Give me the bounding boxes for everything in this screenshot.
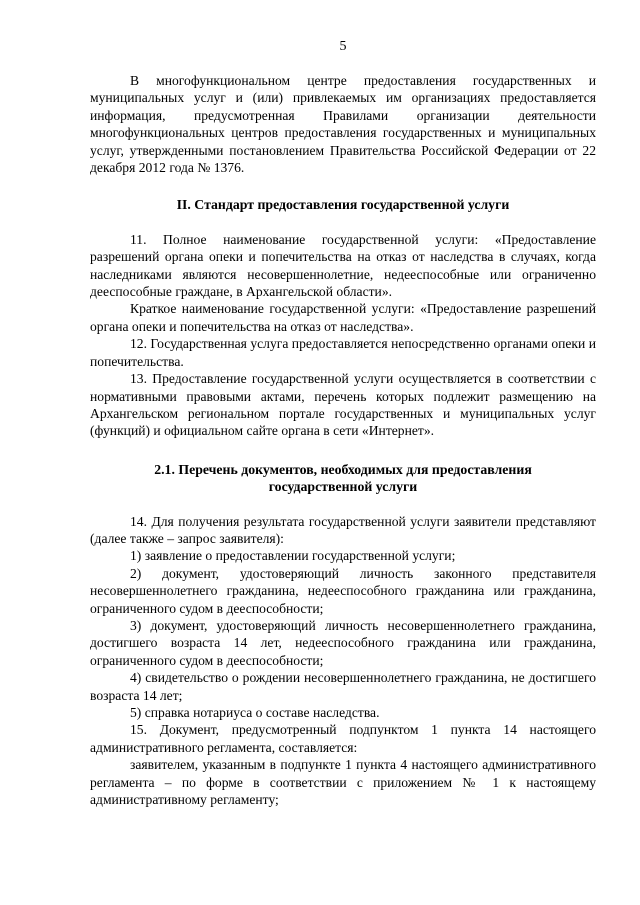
section-2-1-heading-line-1: 2.1. Перечень документов, необходимых для предоставления xyxy=(154,461,532,477)
list-item-3: 3) документ, удостоверяющий личность несовершеннолетнего гражданина, достигшего возраста 14 лет, недееспособного гражданина или гражданина, ограниченного судом в дееспособности; xyxy=(90,617,596,668)
paragraph-15-applicant: заявителем, указанным в подпункте 1 пункта 4 настоящего административного регламента – по форме в соответствии с приложением № 1 к настоящему административному регламенту; xyxy=(90,757,596,808)
section-2-heading: II. Стандарт предоставления государственной услуги xyxy=(176,197,510,213)
section-2-1-heading xyxy=(90,461,596,496)
section-2-body xyxy=(90,231,596,440)
list-item-4: 4) свидетельство о рождении несовершеннолетнего гражданина, не достигшего возраста 14 лет; xyxy=(90,670,596,703)
paragraph-12: 12. Государственная услуга предоставляется непосредственно органами опеки и попечительства. xyxy=(90,336,596,369)
paragraph-short-name: Краткое наименование государственной услуги: «Предоставление разрешений органа опеки и попечительства на отказ от наследства». xyxy=(90,301,596,334)
spacer xyxy=(90,496,596,513)
paragraph-14: 14. Для получения результата государственной услуги заявители представляют (далее также – запрос заявителя): xyxy=(90,513,596,546)
paragraph-13: 13. Предоставление государственной услуги осуществляется в соответствии с нормативными правовыми актами, перечень которых подлежит размещению на Архангельском региональном портале государственных и муниципальных услуг (функций) и официальном сайте органа в сети «Интернет». xyxy=(90,371,596,439)
list-item-5: 5) справка нотариуса о составе наследства. xyxy=(130,705,380,720)
spacer xyxy=(90,176,596,196)
spacer xyxy=(90,214,596,231)
spacer xyxy=(90,440,596,461)
intro-paragraph: В многофункциональном центре предоставления государственных и муниципальных услуг и (или) привлекаемых им организациях предоставляется информация, предусмотренная Правилами организации деятельности многофункциональных центров предоставления государственных и муниципальных услуг, утвержденными постановлением Правительства Российской Федерации от 22 декабря 2012 года № 1376. xyxy=(90,73,596,176)
paragraph-15: 15. Документ, предусмотренный подпунктом 1 пункта 14 настоящего административного регламента, составляется: xyxy=(90,722,596,755)
document-content xyxy=(90,72,596,808)
section-2-1-body xyxy=(90,513,596,809)
section-2-1-heading-line-2: государственной услуги xyxy=(268,479,418,495)
list-item-2: 2) документ, удостоверяющий личность законного представителя несовершеннолетнего гражданина, недееспособного гражданина или гражданина, ограниченного судом в дееспособности; xyxy=(90,565,596,616)
paragraph-11: 11. Полное наименование государственной услуги: «Предоставление разрешений органа опеки и попечительства на отказ от наследства в случаях, когда наследниками являются несовершеннолетние, недееспособные или ограниченно дееспособные граждане, в Архангельской области». xyxy=(90,231,596,300)
list-item-1: 1) заявление о предоставлении государственной услуги; xyxy=(130,548,456,564)
page-number: 5 xyxy=(339,39,347,54)
